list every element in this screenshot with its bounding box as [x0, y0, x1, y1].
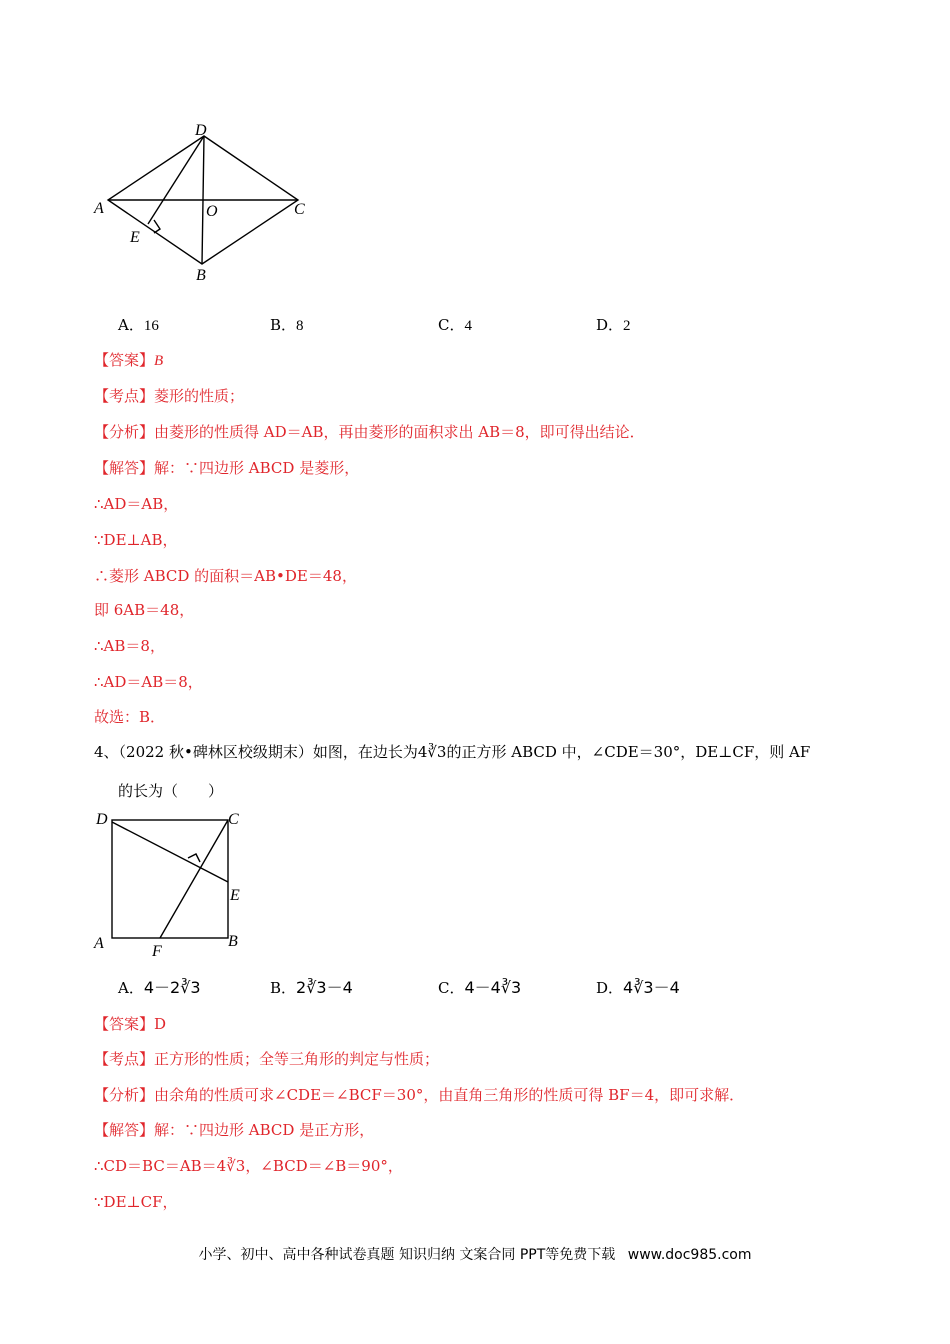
q3-option-c: C．4 — [438, 316, 472, 334]
q4-stem-line2: 的长为（ ） — [118, 782, 224, 800]
q3-analysis: 【分析】由菱形的性质得 AD＝AB，再由菱形的面积求出 AB＝8，即可得出结论． — [94, 423, 645, 441]
label-b: B — [196, 267, 206, 284]
q3-solution-5: 即 6AB＝48， — [94, 601, 195, 619]
label-f: F — [152, 943, 162, 960]
q3-point: 【考点】菱形的性质； — [94, 387, 245, 405]
segment-cf — [160, 820, 228, 938]
q4-option-a: A．4－2∛3 — [118, 978, 201, 997]
q4-stem-line1: 4、（2022 秋•碑林区校级期末）如图，在边长为4∛3的正方形 ABCD 中，∠CDE＝30°，DE⊥CF，则 AF — [94, 743, 811, 761]
rhombus-figure — [88, 118, 318, 288]
label-a: A — [94, 200, 104, 217]
q3-solution-8: 故选：B． — [94, 708, 166, 726]
label-c: C — [228, 811, 239, 828]
q3-option-a: A．16 — [118, 316, 159, 334]
diagonal-db — [202, 136, 204, 264]
q3-solution-3: ∵DE⊥AB， — [94, 531, 178, 549]
square-figure — [88, 806, 258, 962]
q3-solution-1: 【解答】解：∵四边形 ABCD 是菱形， — [94, 459, 360, 477]
label-e: E — [130, 229, 140, 246]
label-a: A — [94, 935, 104, 952]
q4-answer: 【答案】D — [94, 1015, 167, 1033]
right-angle-mark — [154, 220, 160, 233]
q3-solution-7: ∴AD＝AB＝8， — [94, 673, 203, 691]
right-angle-mark — [188, 854, 200, 862]
q4-option-c: C．4－4∛3 — [438, 978, 522, 997]
q4-solution-3: ∵DE⊥CF， — [94, 1193, 178, 1211]
label-c: C — [294, 201, 305, 218]
q4-option-b: B．2∛3－4 — [270, 978, 353, 997]
q4-solution-2: ∴CD＝BC＝AB＝4∛3，∠BCD＝∠B＝90°， — [94, 1157, 403, 1175]
q4-analysis: 【分析】由余角的性质可求∠CDE＝∠BCF＝30°，由直角三角形的性质可得 BF＝4，即可求解． — [94, 1086, 745, 1104]
q4-solution-1: 【解答】解：∵四边形 ABCD 是正方形， — [94, 1121, 375, 1139]
q3-solution-4: ∴菱形 ABCD 的面积＝AB•DE＝48， — [94, 567, 357, 585]
q4-point: 【考点】正方形的性质；全等三角形的判定与性质； — [94, 1050, 440, 1068]
label-b: B — [228, 933, 238, 950]
segment-de — [148, 136, 204, 224]
q3-solution-2: ∴AD＝AB， — [94, 495, 179, 513]
label-d: D — [96, 811, 108, 828]
segment-de — [112, 822, 228, 882]
q3-option-b: B．8 — [270, 316, 304, 334]
q3-answer: 【答案】B — [94, 351, 164, 369]
q4-option-d: D．4∛3－4 — [596, 978, 680, 997]
footer-text: 小学、初中、高中各种试卷真题 知识归纳 文案合同 PPT等免费下载 — [198, 1247, 616, 1263]
q3-option-d: D．2 — [596, 316, 631, 334]
label-o: O — [206, 203, 218, 220]
q3-solution-6: ∴AB＝8， — [94, 637, 165, 655]
label-d: D — [195, 122, 207, 139]
footer-site-link[interactable]: www.doc985.com — [627, 1247, 752, 1263]
page-footer — [0, 1244, 950, 1264]
label-e: E — [230, 887, 240, 904]
